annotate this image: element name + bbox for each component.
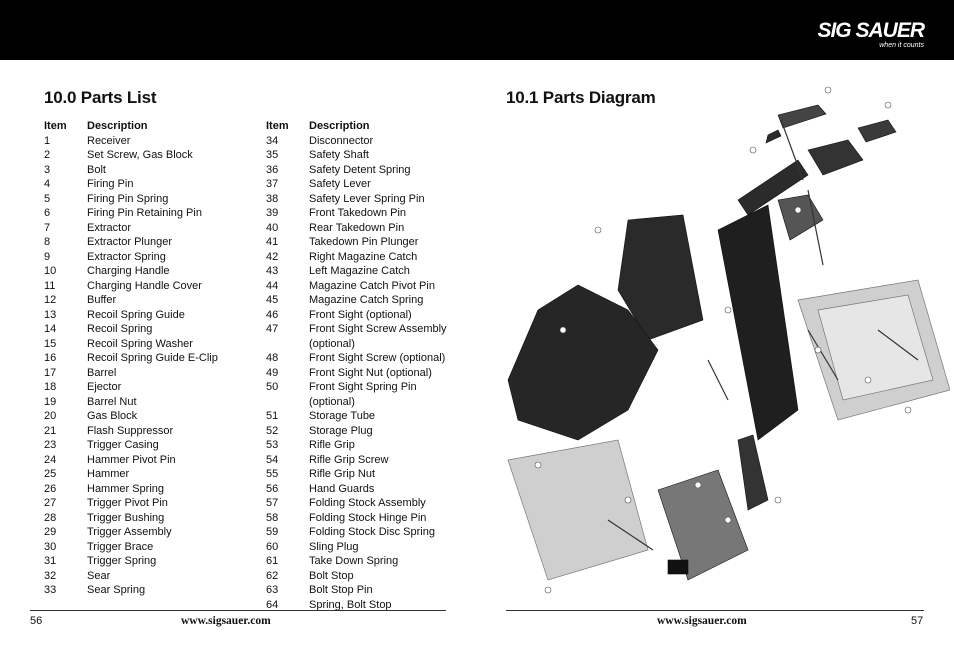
item-number: 20: [44, 410, 57, 422]
item-description: Bolt Stop Pin: [309, 584, 373, 596]
item-description: Safety Shaft: [309, 149, 369, 161]
item-description: Barrel Nut: [87, 395, 137, 408]
item-number: 2: [44, 149, 51, 161]
buffer-part: [668, 560, 688, 574]
table-row: [44, 540, 244, 555]
item-description: Safety Detent Spring: [309, 163, 411, 176]
table-row: [44, 511, 244, 526]
flash-suppressor-part: [766, 130, 781, 143]
table-row: [44, 554, 244, 569]
item-number: 41: [266, 236, 279, 248]
table-row: [266, 409, 466, 424]
item-description: Folding Stock Disc Spring: [309, 526, 435, 538]
table-row: [266, 467, 466, 482]
table-row: [266, 148, 466, 163]
item-description: Firing Pin: [87, 178, 134, 190]
item-description: Charging Handle: [87, 265, 170, 277]
hand-guard-part: [718, 205, 798, 440]
item-number: 15: [44, 337, 57, 350]
item-number: 16: [44, 352, 57, 364]
bolt-carrier-part: [808, 140, 863, 175]
item-number: 51: [266, 410, 279, 422]
table-row: [44, 221, 244, 236]
item-number: 8: [44, 236, 51, 248]
header-bar: [0, 0, 954, 60]
item-number: 52: [266, 424, 279, 437]
item-number: 44: [266, 279, 279, 292]
item-number: 25: [44, 468, 57, 480]
item-description: Sling Plug: [309, 540, 359, 553]
page-number-left: 56: [30, 615, 43, 627]
table-row: [266, 554, 466, 569]
item-description: Folding Stock Hinge Pin: [309, 511, 427, 524]
item-number: 40: [266, 221, 279, 234]
item-number: 36: [266, 163, 279, 176]
description-header: Description: [87, 120, 148, 132]
table-row: [44, 467, 244, 482]
table-row: [266, 192, 466, 207]
table-row: [266, 351, 466, 366]
item-number: 63: [266, 584, 279, 596]
item-description: Firing Pin Retaining Pin: [87, 207, 202, 219]
exploded-parts-diagram: [478, 80, 950, 600]
item-number: 3: [44, 163, 51, 176]
table-row: [44, 308, 244, 323]
item-description: Recoil Spring Guide E-Clip: [87, 352, 218, 364]
item-description: Front Sight Screw (optional): [309, 352, 446, 364]
item-description: Magazine Catch Pivot Pin: [309, 279, 435, 292]
item-number: 5: [44, 192, 51, 205]
item-description: Set Screw, Gas Block: [87, 149, 193, 161]
item-description: Sear: [87, 569, 111, 582]
page-number-right: 57: [911, 615, 924, 627]
item-description: Extractor: [87, 221, 132, 234]
item-description: Rifle Grip Nut: [309, 468, 376, 480]
item-description: Trigger Pivot Pin: [87, 497, 168, 509]
table-row: [44, 351, 244, 366]
footer-rule-right: [506, 610, 924, 611]
description-header: Description: [309, 120, 370, 132]
item-description: Folding Stock Assembly: [309, 497, 426, 509]
table-row: [266, 235, 466, 250]
item-header: Item: [266, 120, 289, 132]
table-row: [44, 380, 244, 395]
table-row: [266, 366, 466, 381]
item-number: 55: [266, 468, 279, 480]
item-description: Front Sight Spring Pin (optional): [309, 381, 417, 408]
table-row: [266, 496, 466, 511]
item-number: 59: [266, 526, 279, 538]
item-description: Barrel: [87, 366, 117, 379]
gas-block-part: [858, 120, 896, 142]
item-number: 10: [44, 265, 57, 277]
table-row: [266, 569, 466, 584]
item-number: 32: [44, 569, 57, 582]
item-description: Charging Handle Cover: [87, 279, 202, 292]
item-number: 13: [44, 308, 57, 321]
item-number: 46: [266, 308, 279, 321]
item-number: 7: [44, 221, 51, 234]
item-description: Front Takedown Pin: [309, 207, 407, 219]
parts-list-title: 10.0 Parts List: [44, 88, 157, 107]
item-description: Recoil Spring Washer: [87, 337, 193, 350]
item-number: 31: [44, 555, 57, 567]
table-row: [44, 438, 244, 453]
table-row: [44, 322, 244, 337]
item-number: 21: [44, 424, 57, 437]
item-number: 19: [44, 395, 57, 408]
item-description: Extractor Plunger: [87, 236, 172, 248]
item-description: Spring, Bolt Stop: [309, 598, 392, 611]
item-description: Hammer Pivot Pin: [87, 453, 176, 466]
parts-table-left: [44, 119, 244, 598]
item-number: 57: [266, 497, 279, 509]
item-number: 42: [266, 250, 279, 263]
table-row: [266, 308, 466, 323]
item-description: Sear Spring: [87, 584, 146, 596]
table-header: [44, 119, 244, 134]
table-row: [44, 279, 244, 294]
item-header: Item: [44, 120, 67, 132]
table-row: [266, 264, 466, 279]
table-row: [44, 583, 244, 598]
table-row: [44, 337, 244, 352]
item-description: Recoil Spring: [87, 323, 153, 335]
item-number: 29: [44, 526, 57, 538]
table-row: [266, 206, 466, 221]
table-row: [44, 453, 244, 468]
table-row: [44, 192, 244, 207]
item-description: Bolt Stop: [309, 569, 354, 582]
item-description: Ejector: [87, 381, 122, 393]
item-description: Recoil Spring Guide: [87, 308, 185, 321]
item-number: 56: [266, 482, 279, 495]
item-description: Rifle Grip Screw: [309, 453, 389, 466]
website-url-right: www.sigsauer.com: [657, 615, 747, 627]
item-number: 45: [266, 294, 279, 306]
table-row: [44, 163, 244, 178]
item-number: 9: [44, 250, 51, 263]
table-row: [44, 395, 244, 410]
table-row: [266, 134, 466, 149]
item-number: 1: [44, 134, 51, 147]
item-description: Right Magazine Catch: [309, 250, 418, 263]
table-row: [266, 511, 466, 526]
table-row: [44, 569, 244, 584]
item-description: Trigger Spring: [87, 555, 157, 567]
item-number: 23: [44, 439, 57, 451]
table-row: [44, 177, 244, 192]
table-row: [266, 380, 466, 409]
item-number: 28: [44, 511, 57, 524]
upper-receiver-part: [508, 440, 648, 580]
item-description: Firing Pin Spring: [87, 192, 169, 205]
item-description: Hand Guards: [309, 482, 375, 495]
item-description: Trigger Brace: [87, 540, 154, 553]
table-row: [266, 540, 466, 555]
table-row: [44, 206, 244, 221]
item-description: Front Sight Screw Assembly (optional): [309, 323, 447, 350]
sig-sauer-logo: [817, 20, 924, 50]
item-description: Hammer Spring: [87, 482, 165, 495]
table-row: [44, 482, 244, 497]
item-description: Rifle Grip: [309, 439, 355, 451]
item-number: 54: [266, 453, 279, 466]
item-description: Take Down Spring: [309, 555, 399, 567]
table-row: [266, 293, 466, 308]
parts-diagram-title: 10.1 Parts Diagram: [506, 88, 656, 107]
item-description: Buffer: [87, 294, 117, 306]
website-url-left: www.sigsauer.com: [181, 615, 271, 627]
item-number: 47: [266, 323, 279, 335]
item-number: 62: [266, 569, 279, 582]
table-row: [266, 438, 466, 453]
item-description: Flash Suppressor: [87, 424, 174, 437]
item-number: 12: [44, 294, 57, 306]
item-number: 34: [266, 134, 279, 147]
item-description: Disconnector: [309, 134, 374, 147]
item-number: 30: [44, 540, 57, 553]
trigger-casing-part: [738, 435, 768, 510]
item-number: 37: [266, 178, 279, 190]
item-description: Takedown Pin Plunger: [309, 236, 419, 248]
table-row: [44, 134, 244, 149]
item-number: 58: [266, 511, 279, 524]
table-row: [44, 250, 244, 265]
table-row: [266, 322, 466, 351]
item-description: Receiver: [87, 134, 131, 147]
table-row: [266, 424, 466, 439]
logo-tagline: when it counts: [879, 42, 924, 49]
item-description: Storage Tube: [309, 410, 376, 422]
item-number: 18: [44, 381, 57, 393]
item-number: 39: [266, 207, 279, 219]
item-number: 60: [266, 540, 279, 553]
item-number: 43: [266, 265, 279, 277]
muzzle-part: [778, 105, 826, 128]
table-row: [266, 163, 466, 178]
item-number: 6: [44, 207, 51, 219]
item-description: Safety Lever Spring Pin: [309, 192, 425, 205]
table-row: [44, 525, 244, 540]
item-description: Magazine Catch Spring: [309, 294, 424, 306]
parts-table-right: [266, 119, 466, 612]
item-description: Storage Plug: [309, 424, 373, 437]
table-row: [44, 366, 244, 381]
item-number: 14: [44, 323, 57, 335]
logo-wordmark: SIG SAUER: [817, 19, 924, 42]
table-row: [44, 235, 244, 250]
item-description: Bolt: [87, 163, 106, 176]
item-description: Trigger Assembly: [87, 526, 172, 538]
item-number: 38: [266, 192, 279, 205]
item-number: 17: [44, 366, 57, 379]
item-description: Hammer: [87, 468, 130, 480]
table-row: [266, 453, 466, 468]
item-description: Front Sight (optional): [309, 308, 412, 321]
item-number: 64: [266, 598, 279, 611]
item-number: 61: [266, 555, 279, 567]
footer-rule-left: [30, 610, 446, 611]
item-description: Gas Block: [87, 410, 138, 422]
table-row: [44, 409, 244, 424]
item-number: 11: [44, 279, 56, 292]
table-row: [266, 221, 466, 236]
item-description: Safety Lever: [309, 178, 371, 190]
item-number: 35: [266, 149, 279, 161]
table-row: [266, 279, 466, 294]
table-row: [44, 496, 244, 511]
item-description: Left Magazine Catch: [309, 265, 410, 277]
item-number: 33: [44, 584, 57, 596]
item-number: 24: [44, 453, 57, 466]
table-row: [266, 583, 466, 598]
table-row: [44, 293, 244, 308]
table-row: [266, 482, 466, 497]
item-number: 48: [266, 352, 279, 364]
item-number: 27: [44, 497, 57, 509]
table-row: [44, 148, 244, 163]
item-description: Front Sight Nut (optional): [309, 366, 432, 379]
table-row: [266, 177, 466, 192]
item-number: 4: [44, 178, 51, 190]
table-row: [266, 250, 466, 265]
item-number: 50: [266, 381, 279, 393]
item-description: Extractor Spring: [87, 250, 166, 263]
item-description: Rear Takedown Pin: [309, 221, 405, 234]
item-number: 49: [266, 366, 279, 379]
table-row: [44, 264, 244, 279]
item-number: 26: [44, 482, 57, 495]
item-number: 53: [266, 439, 279, 451]
table-row: [266, 525, 466, 540]
table-header: [266, 119, 466, 134]
table-row: [44, 424, 244, 439]
item-description: Trigger Bushing: [87, 511, 165, 524]
item-description: Trigger Casing: [87, 439, 159, 451]
